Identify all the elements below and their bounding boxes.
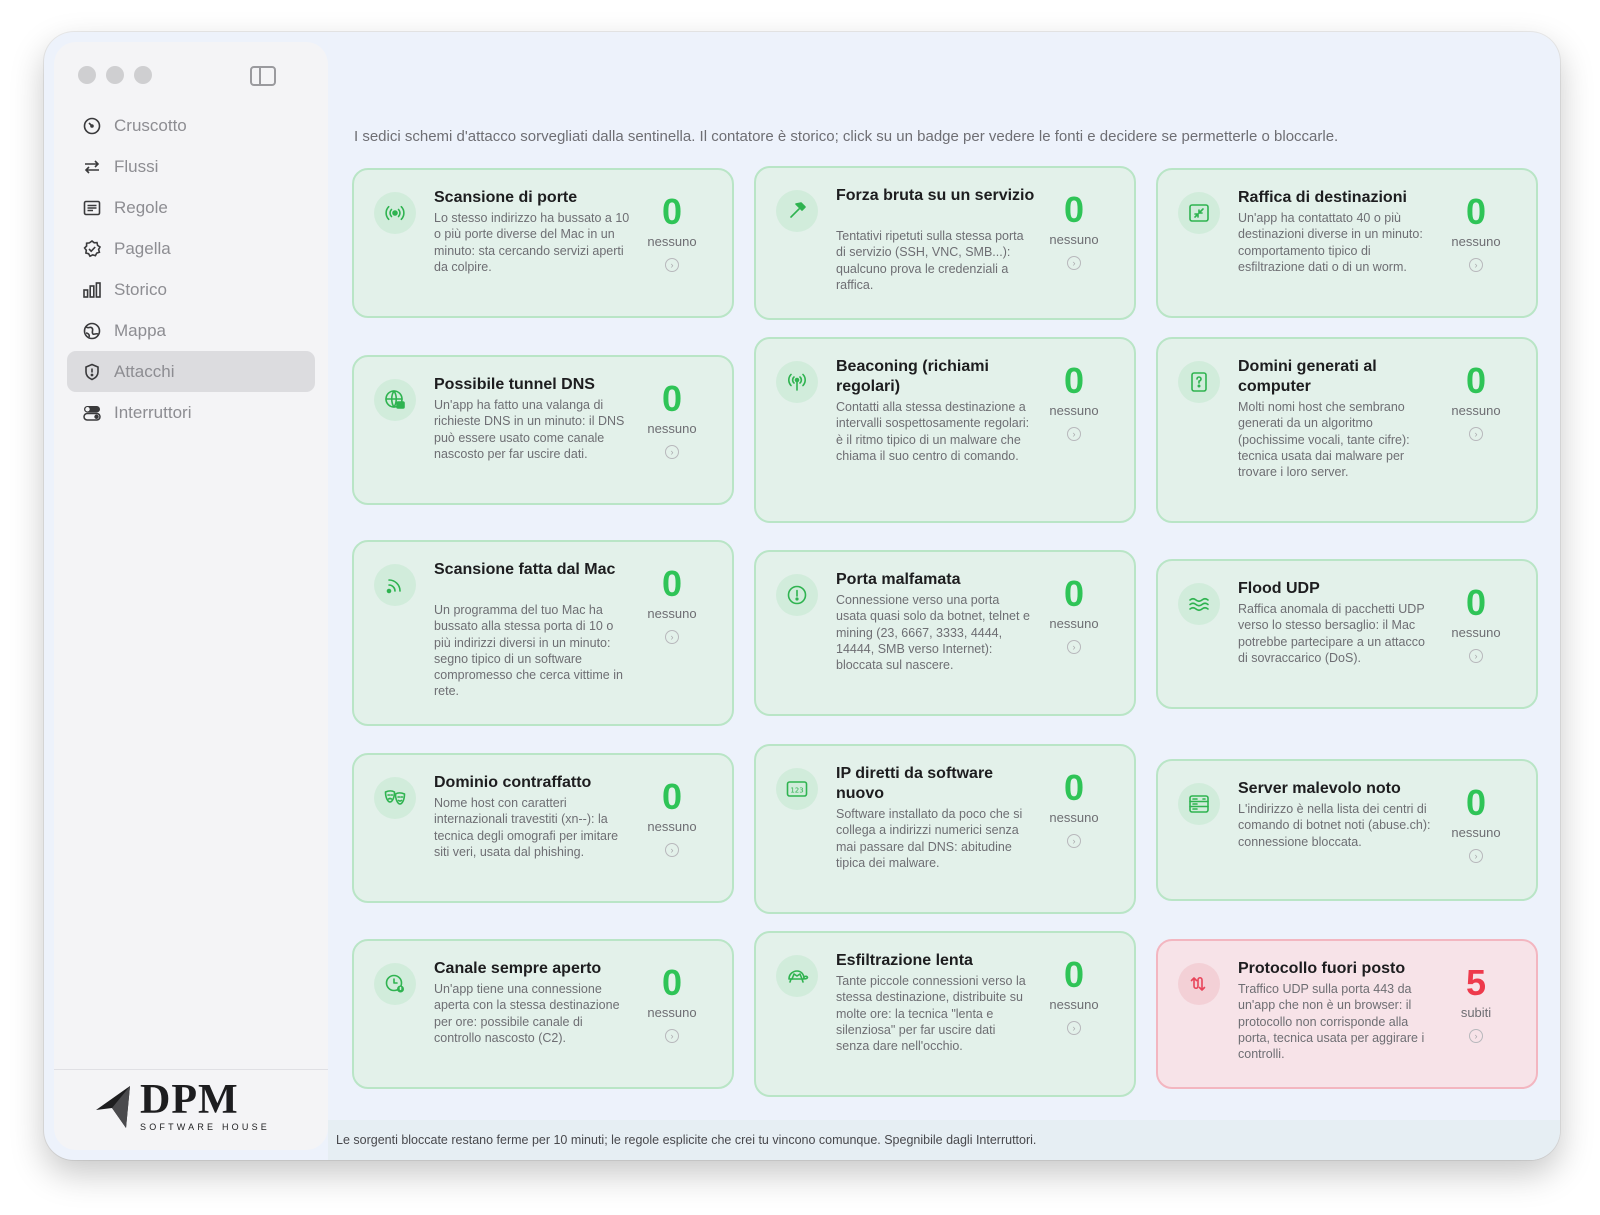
chevron-right-icon[interactable]: › [1067, 256, 1081, 270]
attack-counter-badge[interactable] [636, 777, 708, 857]
attack-description: Contatti alla stessa destinazione a intervalli sospettosamente regolari: è il ritmo tipico di un malware che chiama il suo centro di comando. [836, 400, 1030, 463]
attack-title: Server malevolo noto [1238, 780, 1401, 797]
attack-counter-badge[interactable] [636, 379, 708, 459]
attack-count-label: nessuno [1049, 403, 1099, 418]
sidebar-item-interruttori[interactable] [67, 392, 315, 433]
company-logo [94, 1077, 270, 1132]
attack-description: L'indirizzo è nella lista dei centri di comando di botnet noti (abuse.ch): connessione bloccata. [1238, 802, 1431, 849]
attack-count: 0 [661, 191, 683, 232]
chevron-right-icon[interactable]: › [1469, 258, 1483, 272]
attack-count-label: nessuno [1451, 625, 1501, 640]
globe-lock-icon [374, 379, 416, 421]
chevron-right-icon[interactable]: › [665, 1029, 679, 1043]
arrows-icon [81, 156, 103, 178]
attack-count-label: nessuno [1451, 825, 1501, 840]
attack-card-raffica-di-destinazioni[interactable] [1156, 168, 1538, 318]
attack-description: Lo stesso indirizzo ha bussato a 10 o più porte diverse del Mac in un minuto: sta cercando servizi aperti da colpire. [434, 211, 630, 274]
footer-note: Le sorgenti bloccate restano ferme per 10 minuti; le regole esplicite che crei tu vincono comunque. Spegnibile dagli Interruttori. [336, 1133, 1037, 1147]
chevron-right-icon[interactable]: › [1469, 427, 1483, 441]
sidebar-item-label: Cruscotto [114, 115, 187, 135]
attack-counter-badge[interactable] [1038, 361, 1110, 441]
attack-count: 5 [1465, 962, 1487, 1003]
attack-card-domini-generati-al-computer[interactable] [1156, 337, 1538, 523]
attack-count: 0 [1465, 782, 1487, 823]
attack-description: Connessione verso una porta usata quasi solo da botnet, telnet e mining (23, 6667, 3333, 4444, 14444, SMB verso Internet): bloccata sul nascere. [836, 593, 1030, 673]
attack-title: Canale sempre aperto [434, 960, 602, 977]
sidebar-item-label: Flussi [114, 156, 159, 176]
sidebar-item-mappa[interactable] [67, 310, 315, 351]
attack-card-canale-sempre-aperto[interactable] [352, 939, 734, 1089]
attack-card-dominio-contraffatto[interactable] [352, 753, 734, 903]
gauge-icon [81, 115, 103, 137]
attack-card-forza-bruta-su-un-servizio[interactable] [754, 166, 1136, 320]
attack-count: 0 [1063, 954, 1085, 995]
attack-counter-badge[interactable] [1038, 574, 1110, 654]
close-window-button[interactable] [78, 66, 96, 84]
radar-icon [374, 192, 416, 234]
attack-title: Flood UDP [1238, 580, 1320, 597]
chevron-right-icon[interactable]: › [1469, 849, 1483, 863]
bar-chart-icon [81, 279, 103, 301]
attack-count-label: nessuno [1049, 997, 1099, 1012]
attack-counter-badge[interactable] [636, 963, 708, 1043]
logo-name: DPM [140, 1077, 239, 1123]
attack-counter-badge[interactable] [1440, 192, 1512, 272]
attack-card-scansione-di-porte[interactable] [352, 168, 734, 318]
chevron-right-icon[interactable]: › [665, 258, 679, 272]
exclamation-circle-icon [776, 574, 818, 616]
attack-card-protocollo-fuori-posto[interactable] [1156, 939, 1538, 1089]
badge-check-icon [81, 238, 103, 260]
turtle-icon [776, 955, 818, 997]
window-controls [78, 66, 152, 84]
attack-card-ip-diretti-da-software-nuovo[interactable] [754, 744, 1136, 914]
sidebar-item-regole[interactable] [67, 187, 315, 228]
attack-description: Un'app ha contattato 40 o più destinazioni diverse in un minuto: comportamento tipico di esfiltrazione dati o di un worm. [1238, 211, 1423, 274]
sidebar-item-pagella[interactable] [67, 228, 315, 269]
attack-card-possibile-tunnel-dns[interactable] [352, 355, 734, 505]
attack-count-label: nessuno [647, 234, 697, 249]
attack-description: Tentativi ripetuti sulla stessa porta di servizio (SSH, VNC, SMB...): qualcuno prova le credenziali a raffica. [836, 229, 1024, 292]
attack-counter-badge[interactable] [1038, 768, 1110, 848]
attack-description: Tante piccole connessioni verso la stessa destinazione, distribuite su molte ore: la tecnica "lenta e silenziosa" per far uscire dati senza dare nell'occhio. [836, 974, 1026, 1054]
attack-counter-badge[interactable] [636, 192, 708, 272]
attack-card-beaconing-richiami-regolari[interactable] [754, 337, 1136, 523]
zoom-window-button[interactable] [134, 66, 152, 84]
chevron-right-icon[interactable]: › [1067, 640, 1081, 654]
document-question-icon [1178, 361, 1220, 403]
attack-count: 0 [661, 962, 683, 1003]
attack-card-porta-malfamata[interactable] [754, 550, 1136, 716]
footer-bar [328, 1120, 1560, 1160]
attack-count: 0 [1465, 582, 1487, 623]
attack-card-server-malevolo-noto[interactable] [1156, 759, 1538, 901]
attack-title: Raffica di destinazioni [1238, 189, 1407, 206]
svg-text:123: 123 [790, 786, 804, 795]
sidebar-toggle-icon[interactable] [250, 66, 276, 86]
attack-count-label: nessuno [647, 421, 697, 436]
collapse-icon [1178, 192, 1220, 234]
intro-text: I sedici schemi d'attacco sorvegliati dalla sentinella. Il contatore è storico; click su un badge per vedere le fonti e decidere se permetterle o bloccarle. [354, 128, 1339, 145]
attack-card-esfiltrazione-lenta[interactable] [754, 931, 1136, 1097]
attack-count-label: nessuno [1451, 403, 1501, 418]
attack-title: Scansione fatta dal Mac [434, 561, 616, 578]
chevron-right-icon[interactable]: › [1067, 427, 1081, 441]
app-window [44, 32, 1560, 1160]
sidebar-item-label: Attacchi [114, 361, 175, 381]
sidebar-item-label: Regole [114, 197, 168, 217]
attack-description: Software installato da poco che si collega a indirizzi numerici senza mai passare dal DNS: abitudine tipica dei malware. [836, 807, 1023, 870]
attack-title: Scansione di porte [434, 189, 578, 206]
sidebar-divider [54, 1069, 328, 1070]
attack-description: Un programma del tuo Mac ha bussato alla stessa porta di 10 o più indirizzi diversi in un minuto: segno tipico di un software compromesso che cerca vittime in rete. [434, 603, 623, 699]
globe-icon [81, 320, 103, 342]
attack-counter-badge[interactable] [1038, 955, 1110, 1035]
attack-count-label: nessuno [1049, 810, 1099, 825]
attack-count-label: nessuno [647, 606, 697, 621]
chevron-right-icon[interactable]: › [1067, 1021, 1081, 1035]
attack-count-label: nessuno [1451, 234, 1501, 249]
attack-card-flood-udp[interactable] [1156, 559, 1538, 709]
attack-description: Un'app ha fatto una valanga di richieste DNS in un minuto: il DNS può essere usato come canale nascosto per far uscire dati. [434, 398, 625, 461]
broadcast-icon [374, 564, 416, 606]
chevron-right-icon[interactable]: › [665, 843, 679, 857]
attack-count: 0 [1465, 191, 1487, 232]
sidebar-item-attacchi[interactable] [67, 351, 315, 392]
attack-description: Un'app tiene una connessione aperta con la stessa destinazione per ore: possibile canale di controllo nascosto (C2). [434, 982, 620, 1045]
attack-title: Esfiltrazione lenta [836, 952, 973, 969]
attack-description: Raffica anomala di pacchetti UDP verso lo stesso bersaglio: il Mac potrebbe partecipare a un attacco di sovraccarico (DoS). [1238, 602, 1425, 665]
attack-count: 0 [1063, 767, 1085, 808]
waves-icon [1178, 583, 1220, 625]
chevron-right-icon[interactable]: › [665, 445, 679, 459]
attack-counter-badge[interactable] [1440, 963, 1512, 1043]
clock-alert-icon [374, 963, 416, 1005]
attack-count: 0 [1063, 573, 1085, 614]
attack-counter-badge[interactable] [1440, 783, 1512, 863]
chevron-right-icon[interactable]: › [665, 630, 679, 644]
sidebar-nav [67, 105, 315, 433]
logo-tagline: SOFTWARE HOUSE [140, 1122, 270, 1132]
attack-count-label: nessuno [647, 819, 697, 834]
sidebar-item-label: Pagella [114, 238, 171, 258]
sidebar-item-flussi[interactable] [67, 146, 315, 187]
toggle-icon [81, 402, 103, 424]
hammer-icon [776, 190, 818, 232]
server-icon [1178, 783, 1220, 825]
sidebar-item-label: Mappa [114, 320, 166, 340]
attack-count: 0 [661, 563, 683, 604]
attack-count: 0 [1063, 189, 1085, 230]
sidebar-item-label: Interruttori [114, 402, 192, 422]
attack-counter-badge[interactable] [1440, 583, 1512, 663]
attack-counter-badge[interactable] [1038, 190, 1110, 270]
attack-counter-badge[interactable] [636, 564, 708, 644]
attack-count-label: subiti [1460, 1005, 1492, 1020]
attack-counter-badge[interactable] [1440, 361, 1512, 441]
chevron-right-icon[interactable]: › [1469, 1029, 1483, 1043]
attack-title: Forza bruta su un servizio [836, 187, 1035, 204]
attacks-panel [328, 32, 1560, 1160]
attack-count: 0 [661, 776, 683, 817]
arrows-updown-icon [1178, 963, 1220, 1005]
masks-icon [374, 777, 416, 819]
minimize-window-button[interactable] [106, 66, 124, 84]
chevron-right-icon[interactable]: › [1469, 649, 1483, 663]
sidebar-item-cruscotto[interactable] [67, 105, 315, 146]
sidebar-item-storico[interactable] [67, 269, 315, 310]
logo-arrow-icon [94, 1082, 134, 1132]
attack-description: Nome host con caratteri internazionali travestiti (xn--): la tecnica degli omografi per imitare siti veri, usata dal phishing. [434, 796, 619, 859]
attack-count-label: nessuno [1049, 616, 1099, 631]
attack-title: Protocollo fuori posto [1238, 960, 1406, 977]
sidebar [54, 42, 328, 1150]
attack-title: Possibile tunnel DNS [434, 376, 595, 393]
attack-count: 0 [1465, 360, 1487, 401]
attack-count-label: nessuno [1049, 232, 1099, 247]
chevron-right-icon[interactable]: › [1067, 834, 1081, 848]
attack-description: Molti nomi host che sembrano generati da un algoritmo (pochissime vocali, tante cifre): tecnica usata dai malware per trovare i loro server. [1238, 400, 1410, 480]
attack-card-scansione-fatta-dal-mac[interactable] [352, 540, 734, 726]
antenna-icon [776, 361, 818, 403]
attack-count-label: nessuno [647, 1005, 697, 1020]
attack-count: 0 [661, 378, 683, 419]
numbers-icon [776, 768, 818, 810]
attack-count: 0 [1063, 360, 1085, 401]
attack-title: Porta malfamata [836, 571, 961, 588]
shield-icon [81, 361, 103, 383]
attack-title: Beaconing (richiami regolari) [836, 358, 989, 395]
attack-title: IP diretti da software nuovo [836, 765, 994, 802]
attack-description: Traffico UDP sulla porta 443 da un'app che non è un browser: il protocollo non corrisponde alla porta, tecnica usata per aggirare i controlli. [1238, 982, 1425, 1062]
attack-title: Domini generati al computer [1238, 358, 1377, 395]
sidebar-item-label: Storico [114, 279, 167, 299]
list-icon [81, 197, 103, 219]
attack-title: Dominio contraffatto [434, 774, 592, 791]
